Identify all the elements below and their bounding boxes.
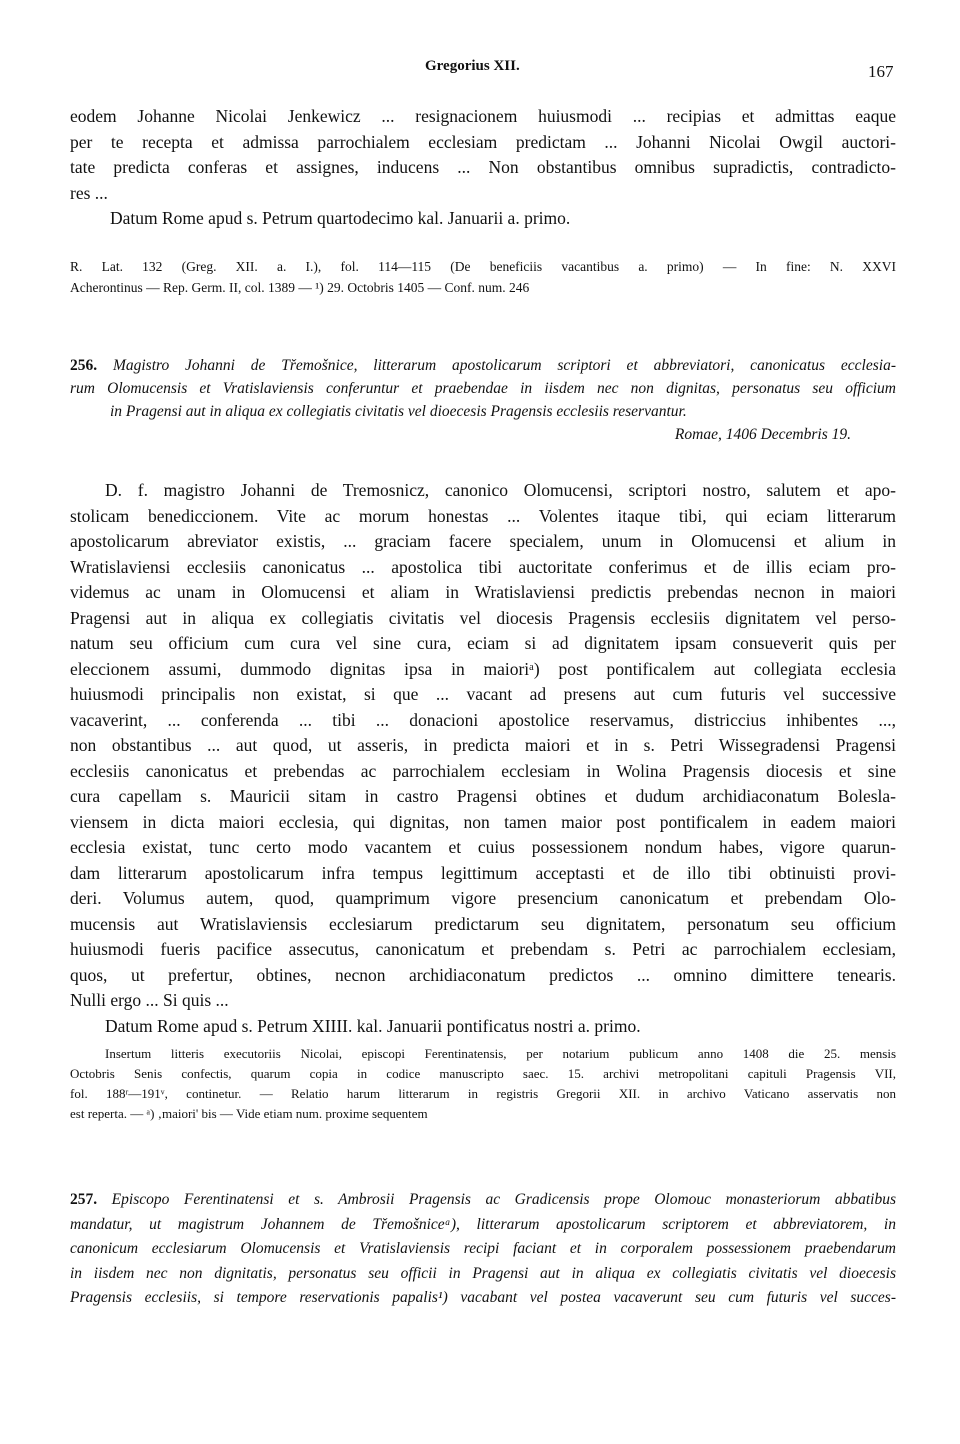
reference-line: R. Lat. 132 (Greg. XII. a. I.), fol. 114—115 (De beneficiis vacantibus a. primo) — In fine: N. XXVI xyxy=(70,259,896,274)
text-line: non obstantibus ... aut quod, ut asseris, in predicta maiori et in s. Petri Wissegradensi Pragensi xyxy=(70,735,896,755)
regest-257 xyxy=(70,1188,896,1311)
text-line: D. f. magistro Johanni de Tremosnicz, canonico Olomucensi, scriptori nostro, salutem et apo- xyxy=(105,480,896,500)
reference-line: Insertum litteris executoriis Nicolai, episcopi Ferentinatensis, per notarium publicum anno 1408 die 25. mensis xyxy=(105,1046,896,1061)
text-line: dam litterarum apostolicarum infra tempus legittimum acceptasti et de illo tibi obtinuisti provi- xyxy=(70,862,896,883)
text-line: natum seu officium cum cura vel sine cura, eciam si ad dignitatem ipsam consueverit quis per xyxy=(70,633,896,653)
text-line: mucensis aut Wratislaviensis ecclesiarum predictarum seu dignitatem, personatum seu officium xyxy=(70,913,896,934)
text-line: huiusmodi principalis non existat, si que ... vacant ad presens aut cum futuris vel successive xyxy=(70,684,896,704)
text-line: quos, ut prefertur, obtines, necnon archidiaconatum predictos ... omnino dimittere tenearis. xyxy=(70,964,896,985)
reference-line: Acherontinus — Rep. Germ. II, col. 1389 — ¹) 29. Octobris 1405 — Conf. num. 246 xyxy=(70,280,530,295)
text-line: huiusmodi fueris pacifice assecutus, canonicatum et prebendam s. Petri ac parrochialem ecclesiam, xyxy=(70,939,896,959)
text-line: Nulli ergo ... Si quis ... xyxy=(70,990,229,1010)
text-line: Wratislaviensi ecclesiis canonicatus ... apostolica tibi auctoritate conferimus et de illis eciam pro- xyxy=(70,556,896,577)
text-line: tate predicta conferas et assignes, inducens ... Non obstantibus omnibus supradictis, contradicto- xyxy=(70,157,896,177)
text-line: ecclesiis canonicatus et prebendas ac parrochialem ecclesiam in Wolina Pragensis diocesis et sine xyxy=(70,760,896,781)
regest-256 xyxy=(70,354,896,446)
text-line: eleccionem assumi, dummodo dignitas ipsa in maioriᵃ) post pontificalem aut collegiata ecclesia xyxy=(70,658,896,679)
archival-reference-256 xyxy=(70,1044,896,1124)
regest-line: 257. Episcopo Ferentinatensi et s. Ambrosii Pragensis ac Gradicensis prope Olomouc monasteriorum abbatibus xyxy=(70,1191,896,1208)
regest-line: in Pragensi aut in aliqua ex collegiatis civitatis vel dioecesis Pragensis ecclesiis reservantur. xyxy=(110,403,687,420)
document-text-256 xyxy=(70,478,896,1039)
regest-line: mandatur, ut magistrum Johannem de Třemošniceᵃ), litterarum apostolicarum scriptorem et abbreviatorem, in xyxy=(70,1215,896,1233)
document-number: 256. xyxy=(70,357,98,374)
regest-line: canonicum ecclesiarum Olomucensis et Vratislaviensis recipi faciant et in corporalem possessionem praebendarum xyxy=(70,1240,896,1257)
datum-line: Datum Rome apud s. Petrum quartodecimo kal. Januarii a. primo. xyxy=(110,208,571,228)
text-line: stolicam benediccionem. Vite ac morum honestas ... Volentes itaque tibi, qui eciam litterarum xyxy=(70,505,896,526)
text-line: vacaverint, ... conferenda ... tibi ... donacioni apostolice reservamus, districcius inhibentes ..., xyxy=(70,709,896,730)
text-line: eodem Johanne Nicolai Jenkewicz ... resignacionem huiusmodi ... recipias et admittas eaque xyxy=(70,106,896,126)
datum-line: Datum Rome apud s. Petrum XIIII. kal. Januarii pontificatus nostri a. primo. xyxy=(105,1015,641,1036)
text-line: per te recepta et admissa parrochialem ecclesiam predictam ... Johanni Nicolai Owgil auctori- xyxy=(70,131,896,152)
document-number: 257. xyxy=(70,1191,98,1208)
running-title: Gregorius XII. xyxy=(425,58,520,74)
text-line: viensem in dicta maiori ecclesia, qui dignitas, non tamen maior post pontificalem in eadem maiori xyxy=(70,811,896,832)
page-header xyxy=(0,58,960,88)
reference-line: est reperta. — ᵃ) ‚maiori' bis — Vide etiam num. proxime sequentem xyxy=(70,1106,428,1121)
continuation-text xyxy=(70,104,896,232)
page-number: 167 xyxy=(868,62,894,81)
text-line: Pragensi aut in aliqua ex collegiatis civitatis vel diocesis Pragensis ecclesiis dignitatem vel perso- xyxy=(70,607,896,628)
text-line: res ... xyxy=(70,182,108,203)
reference-line: fol. 188ʳ—191ᵛ, continetur. — Relatio harum litterarum in registris Gregorii XII. in archivo Vaticano asservatis non xyxy=(70,1086,896,1101)
text-line: cura capellam s. Mauricii sitam in castro Pragensi obtines et dudum archidiaconatum Bolesla- xyxy=(70,786,896,806)
regest-line: in iisdem nec non dignitatis, personatus seu officii in Pragensi aut in aliqua ex collegiatis civitatis vel dioecesis xyxy=(70,1264,896,1282)
regest-line: Pragensis ecclesiis, si tempore reservationis papalis¹) vacabant vel postea vacaverunt seu cum futuris vel succes- xyxy=(70,1289,896,1306)
text-line: ecclesia existat, tunc certo modo vacantem et cuius possessionem nondum habes, vigore quarun- xyxy=(70,837,896,857)
text-line: apostolicarum abreviator existis, ... graciam facere specialem, unum in Olomucensi et alium in xyxy=(70,531,896,551)
regest-line: 256. Magistro Johanni de Třemošnice, litterarum apostolicarum scriptori et abbreviatori, canonicatus ecclesia- xyxy=(70,357,896,374)
text-line: videmus ac unam in Olomucensi et aliam in Wratislaviensi predictis prebendas necnon in maiori xyxy=(70,582,896,602)
text-line: deri. Volumus autem, quod, quamprimum vigore presencium canonicatum et prebendam Olo- xyxy=(70,888,896,908)
reference-line: Octobris Senis confectis, quarum copia in codice manuscripto saec. 15. archivi metropolitani capituli Pragensis VII, xyxy=(70,1066,896,1081)
regest-line: rum Olomucensis et Vratislaviensis conferuntur et praebendae in iisdem nec non dignitas, personatus seu officium xyxy=(70,380,896,397)
document-date: Romae, 1406 Decembris 19. xyxy=(674,426,851,443)
archival-reference xyxy=(70,256,896,298)
